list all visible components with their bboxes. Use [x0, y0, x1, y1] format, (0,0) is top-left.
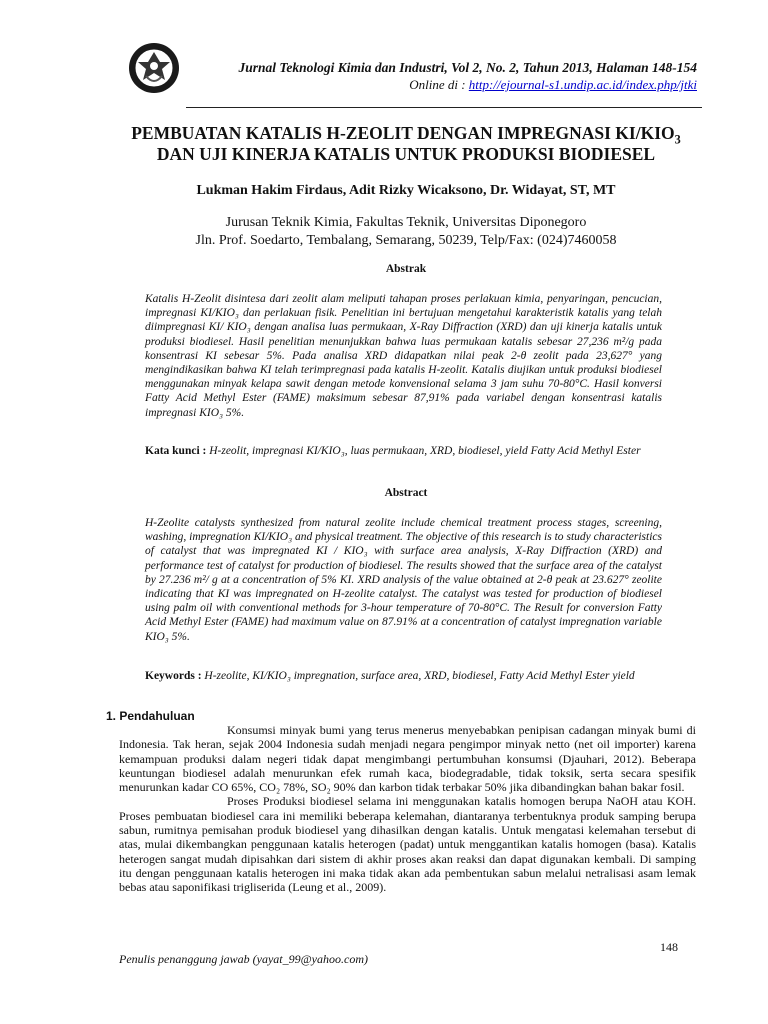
- affiliation-line-2: Jln. Prof. Soedarto, Tembalang, Semarang, 50239, Telp/Fax: (024)7460058: [195, 233, 617, 248]
- journal-url-link[interactable]: http://ejournal-s1.undip.ac.id/index.php/jtki: [468, 77, 697, 92]
- section-body: [119, 723, 696, 895]
- title-line-2: DAN UJI KINERJA KATALIS UNTUK PRODUKSI BIODIESEL: [156, 144, 656, 164]
- keywords-text: H-zeolite, KI/KIO₃ impregnation, surface area, XRD, biodiesel, Fatty Acid Methyl Ester yield: [204, 670, 635, 682]
- paragraph: Proses Produksi biodiesel selama ini menggunakan katalis homogen berupa NaOH atau KOH. Proses pembuatan biodiesel cara ini memiliki beberapa kelemahan, diantaranya terbentuknya produk samping berupa sabun, rumitnya pemisahan produk biodiesel yang dihasilkan dengan katalis. Untuk mengatasi kelemahan tersebut di atas, mulai dikembangkan penggunaan katalis heterogen (padat) untuk menggantikan katalis homogen (basa). Katalis heterogen sangat mudah dipisahkan dari sistem di akhir proses akan reaksi dan dapat digunakan kembali. Di samping itu dengan penggunaan katalis heterogen ini maka tidak akan ada pembentukan sabun melalui netralisasi asam lemak bebas atau saponifikasi trigliserida (Leung et al., 2009).: [119, 794, 696, 895]
- abstrak-text: Katalis H-Zeolit disintesa dari zeolit alam meliputi tahapan proses perlakuan kimia, penyaringan, pencucian, impregnasi KI/KIO₃ dan perlakuan fisik. Penelitian ini bertujuan mengetahui karakteristik katalis yang telah diimpregnasi KI/ KIO₃ dengan analisa luas permukaan, X-Ray Diffraction (XRD) dan uji kinerja katalis untuk produksi biodiesel. Hasil penelitian menunjukkan bahwa luas permukaan katalis sebesar 27,236 m²/g pada konsentrasi KI sebesar 5%. Pada analisa XRD didapatkan nilai peak 2-θ zeolit pada 23,627° yang mengindikasikan bahwa KI telah terimpregnasi pada katalis H-zeolit. Katalis diujikan untuk produksi biodiesel menggunakan minyak kelapa sawit dengan metode konvensional selama 3 jam suhu 70-80°C. Hasil konversi Fatty Acid Methyl Ester (FAME) maksimum sebesar 87,91% pada variabel dengan konsentrasi katalis impregnasi KIO₃ 5%.: [145, 293, 662, 419]
- abstrak-heading: Abstrak: [385, 263, 427, 275]
- affiliation-line-1: Jurusan Teknik Kimia, Fakultas Teknik, Universitas Diponegoro: [225, 215, 587, 230]
- title-subscript: 3: [674, 132, 681, 147]
- online-label: Online di :: [409, 77, 469, 92]
- keywords: [145, 669, 662, 683]
- abstract-text: H-Zeolite catalysts synthesized from natural zeolite include chemical treatment process stages, screening, washing, impregnation KI/KIO₃ and physical treatment. The objective of this research is to study characteristics of catalyst that was impregnated KI / KIO₃ with surface area analysis, X-Ray Diffraction (XRD) and performance test of catalyst for production of biodiesel. The results showed that the surface area of the catalyst by 27.236 m²/ g at a concentration of 5% KI. XRD analysis of the value obtained at 2-θ peak at 23.627° zeolite indicating that KI was impregnated on H-zeolite catalyst. The catalyst was tested for production of biodiesel using palm oil with conventional methods for 3-hour temperature of 70-80°C. The Result for conversion Fatty Acid Methyl Ester (FAME) had maximum value on 87.91% at a concentration of catalyst impregnation variable KIO₃ 5%.: [145, 517, 662, 643]
- keywords-label: Keywords :: [145, 670, 205, 682]
- kata-kunci-text: H-zeolit, impregnasi KI/KIO₃, luas permukaan, XRD, biodiesel, yield Fatty Acid Methyl Ester: [209, 445, 641, 457]
- affiliation: [106, 214, 706, 250]
- kata-kunci-label: Kata kunci :: [145, 445, 210, 457]
- title-line-1: PEMBUATAN KATALIS H-ZEOLIT DENGAN IMPREGNASI KI/KIO: [131, 123, 675, 143]
- corresponding-author: Penulis penanggung jawab (yayat_99@yahoo.com): [119, 952, 368, 966]
- paper-title: [106, 123, 706, 165]
- paragraph: Konsumsi minyak bumi yang terus menerus menyebabkan penipisan cadangan minyak bumi di Indonesia. Tak heran, sejak 2004 Indonesia sudah menjadi negara pengimpor minyak netto (net oil importer) karena kemampuan produksi dalam negeri tidak dapat mengimbangi pertumbuhan konsumsi (Djauhari, 2012). Beberapa keuntungan biodiesel adalah menurunkan efek rumah kaca, biodegradable, tidak toksik, serta secara spesifik menurunkan kadar CO 65%, CO₂ 78%, SO₂ 90% dan karbon tidak terbakar 50% jika dibandingkan bahan bakar fosil.: [119, 723, 696, 795]
- online-line: [200, 77, 697, 93]
- header-divider: [186, 107, 702, 108]
- abstract-heading: Abstract: [384, 487, 428, 499]
- page-number: 148: [660, 940, 678, 954]
- university-seal-icon: [128, 42, 180, 94]
- kata-kunci: [145, 444, 662, 458]
- authors: Lukman Hakim Firdaus, Adit Rizky Wicaksono, Dr. Widayat, ST, MT: [196, 183, 616, 198]
- journal-citation: Jurnal Teknologi Kimia dan Industri, Vol 2, No. 2, Tahun 2013, Halaman 148-154: [238, 60, 697, 75]
- section-heading: 1. Pendahuluan: [106, 709, 195, 723]
